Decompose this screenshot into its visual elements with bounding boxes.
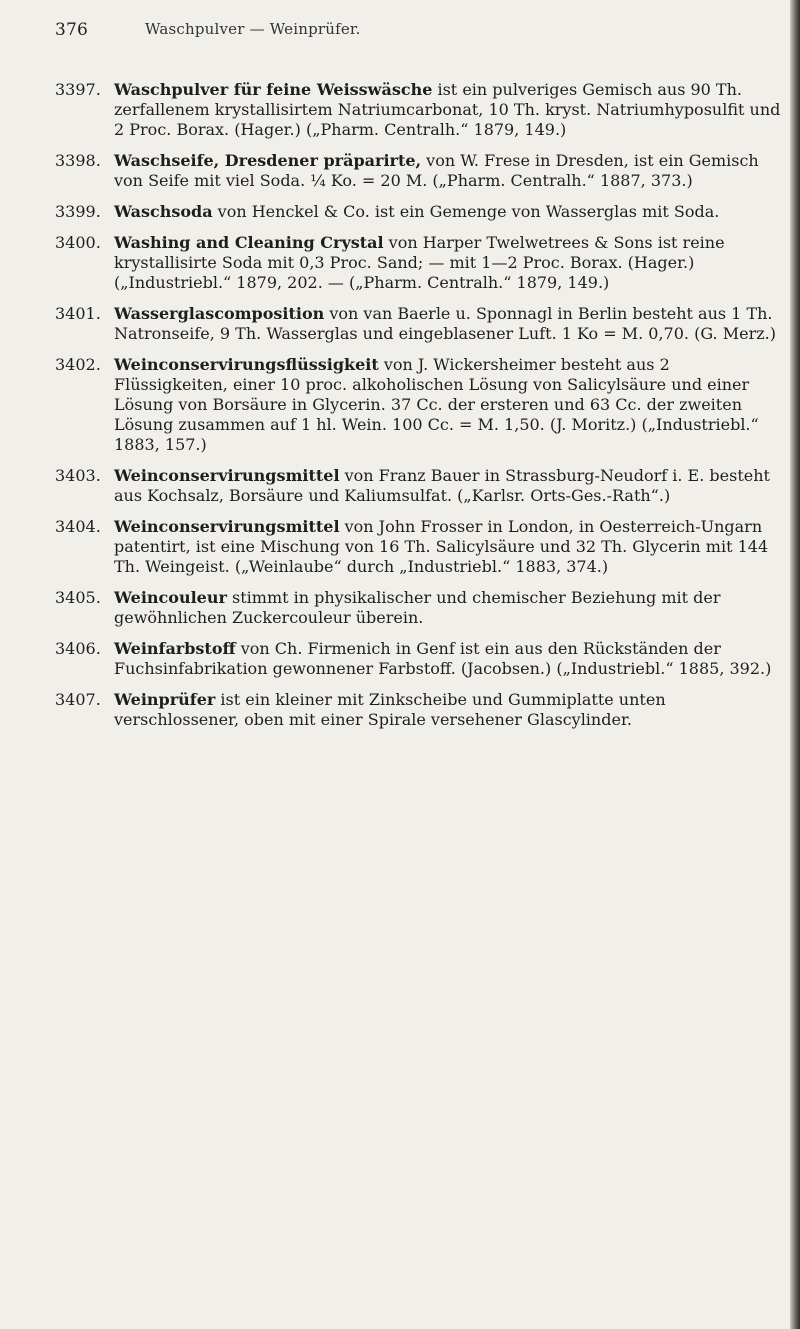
entry-text: von W. Frese in Dresden, ist ein Gemisch von Seife mit viel Soda. ¼ Ko. = 20 M. („Pharm. Centralh.“ 1887, 373.) [114, 151, 759, 190]
entry-text: von J. Wickersheimer besteht aus 2 Flüssigkeiten, einer 10 proc. alkoholischen Lösung von Salicylsäure und einer Lösung von Borsäure in Glycerin. 37 Cc. der ersteren und 63 Cc. der zweiten Lösung zusammen auf 1 hl. Wein. 100 Cc. = M. 1,50. (J. Moritz.) („Industriebl.“ 1883, 157.) [114, 355, 759, 454]
entry-number: 3401. [55, 304, 101, 323]
entry [55, 588, 787, 628]
running-head: Waschpulver — Weinprüfer. [145, 20, 361, 38]
entry [55, 151, 787, 191]
entry-text: stimmt in physikalischer und chemischer Beziehung mit der gewöhnlichen Zuckercouleur überein. [114, 588, 721, 627]
entry-text: von John Frosser in London, in Oesterreich-Ungarn patentirt, ist eine Mischung von 16 Th. Salicylsäure und 32 Th. Glycerin mit 144 Th. Weingeist. („Weinlaube“ durch „Industriebl.“ 1883, 374.) [114, 517, 769, 576]
entry-number: 3406. [55, 639, 101, 658]
entry [55, 355, 787, 455]
entry-term: Waschsoda [114, 202, 213, 221]
entry-term: Weinconservirungsmittel [114, 517, 340, 536]
entry-term: Weinconservirungsmittel [114, 466, 340, 485]
entry-text: von Henckel & Co. ist ein Gemenge von Wasserglas mit Soda. [212, 202, 720, 221]
entry-term: Weincouleur [114, 588, 227, 607]
entry-term: Wasserglascomposition [114, 304, 325, 323]
entry [55, 202, 787, 222]
entry-number: 3400. [55, 233, 101, 252]
entry-list [55, 80, 787, 741]
page-edge-shadow [790, 0, 800, 1329]
entry-text: von Harper Twelwetrees & Sons ist reine krystallisirte Soda mit 0,3 Proc. Sand; — mit 1—2 Proc. Borax. (Hager.) („Industriebl.“ 1879, 202. — („Pharm. Centralh.“ 1879, 149.) [114, 233, 725, 292]
entry [55, 639, 787, 679]
entry-number: 3399. [55, 202, 101, 221]
entry-text: ist ein pulveriges Gemisch aus 90 Th. zerfallenem krystallisirtem Natriumcarbonat, 10 Th. kryst. Natriumhyposulfit und 2 Proc. Borax. (Hager.) („Pharm. Centralh.“ 1879, 149.) [114, 80, 781, 139]
entry-number: 3397. [55, 80, 101, 99]
entry-text: von Ch. Firmenich in Genf ist ein aus den Rückständen der Fuchsinfabrikation gewonnener Farbstoff. (Jacobsen.) („Industriebl.“ 1885, 392.) [114, 639, 772, 678]
entry-term: Weinprüfer [114, 690, 216, 709]
entry-number: 3404. [55, 517, 101, 536]
entry-number: 3402. [55, 355, 101, 374]
page-header [55, 20, 755, 50]
entry-number: 3403. [55, 466, 101, 485]
entry [55, 233, 787, 293]
page-number: 376 [55, 20, 89, 40]
entry-number: 3405. [55, 588, 101, 607]
entry [55, 517, 787, 577]
entry-text: von Franz Bauer in Strassburg-Neudorf i. E. besteht aus Kochsalz, Borsäure und Kaliumsulfat. („Karlsr. Orts-Ges.-Rath“.) [114, 466, 770, 505]
entry [55, 304, 787, 344]
entry-text: ist ein kleiner mit Zinkscheibe und Gummiplatte unten verschlossener, oben mit einer Spirale versehener Glascylinder. [114, 690, 666, 729]
entry-number: 3407. [55, 690, 101, 709]
entry-term: Weinconservirungsflüssigkeit [114, 355, 379, 374]
entry [55, 466, 787, 506]
entry-text: von van Baerle u. Sponnagl in Berlin besteht aus 1 Th. Natronseife, 9 Th. Wasserglas und eingeblasener Luft. 1 Ko = M. 0,70. (G. Merz.) [114, 304, 776, 343]
entry-term: Weinfarbstoff [114, 639, 236, 658]
entry-term: Waschpulver für feine Weisswäsche [114, 80, 433, 99]
entry [55, 690, 787, 730]
entry [55, 80, 787, 140]
entry-term: Waschseife, Dresdener präparirte, [114, 151, 422, 170]
entry-term: Washing and Cleaning Crystal [114, 233, 384, 252]
entry-number: 3398. [55, 151, 101, 170]
